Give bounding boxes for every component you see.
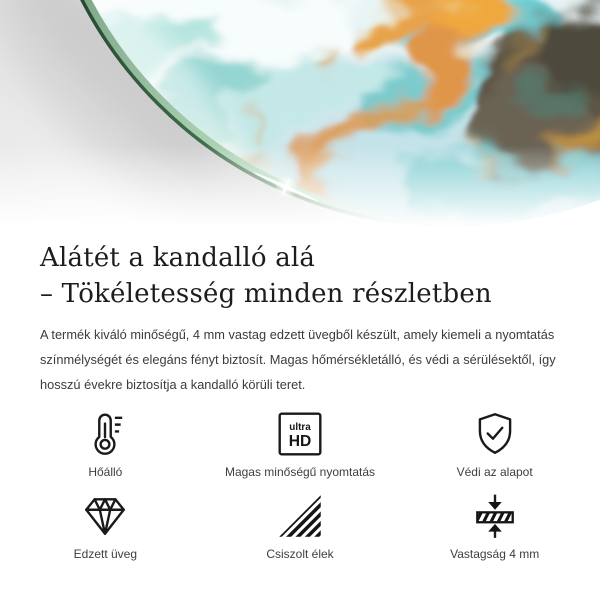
feature-item-thickness bbox=[397, 491, 592, 561]
photo-bottom-fade bbox=[0, 140, 600, 232]
description-line: A termék kiváló minőségű, 4 mm vastag edzett üvegből készült, amely kiemeli a nyomtatás bbox=[40, 327, 555, 342]
thickness-icon bbox=[470, 491, 520, 541]
feature-label: Csiszolt élek bbox=[266, 547, 334, 561]
ultra-hd-badge-top: ultra bbox=[289, 421, 311, 433]
diamond-icon bbox=[80, 491, 130, 541]
glass-disc-image bbox=[0, 0, 600, 232]
page-title-line1: Alátét a kandalló alá bbox=[40, 243, 316, 273]
feature-item-protects-base bbox=[397, 409, 592, 479]
feature-grid bbox=[0, 409, 600, 561]
ultra-hd-badge-bottom: HD bbox=[288, 432, 312, 450]
feature-item-heat-resistant bbox=[8, 409, 203, 479]
polished-edges-icon bbox=[275, 491, 325, 541]
description-line: hosszú évekre biztosítja a kandalló körüli teret. bbox=[40, 377, 306, 392]
description-line: színmélységét és elegáns fényt biztosít. Magas hőmérsékletálló, és védi a sérülésektől, így bbox=[40, 352, 556, 367]
feature-label: Edzett üveg bbox=[73, 547, 138, 561]
product-photo bbox=[0, 0, 600, 232]
ultra-hd-icon bbox=[275, 409, 325, 459]
product-description bbox=[40, 322, 560, 397]
feature-item-print-quality bbox=[203, 409, 398, 479]
feature-item-polished-edges bbox=[203, 491, 398, 561]
page-title bbox=[40, 240, 560, 312]
feature-label: Vastagság 4 mm bbox=[450, 547, 540, 561]
feature-label: Magas minőségű nyomtatás bbox=[224, 465, 376, 479]
feature-label: Hőálló bbox=[88, 465, 123, 479]
feature-item-tempered-glass bbox=[8, 491, 203, 561]
shield-check-icon bbox=[470, 409, 520, 459]
page-title-line2: – Tökéletesség minden részletben bbox=[40, 279, 492, 309]
thermometer-icon bbox=[80, 409, 130, 459]
feature-label: Védi az alapot bbox=[456, 465, 533, 479]
